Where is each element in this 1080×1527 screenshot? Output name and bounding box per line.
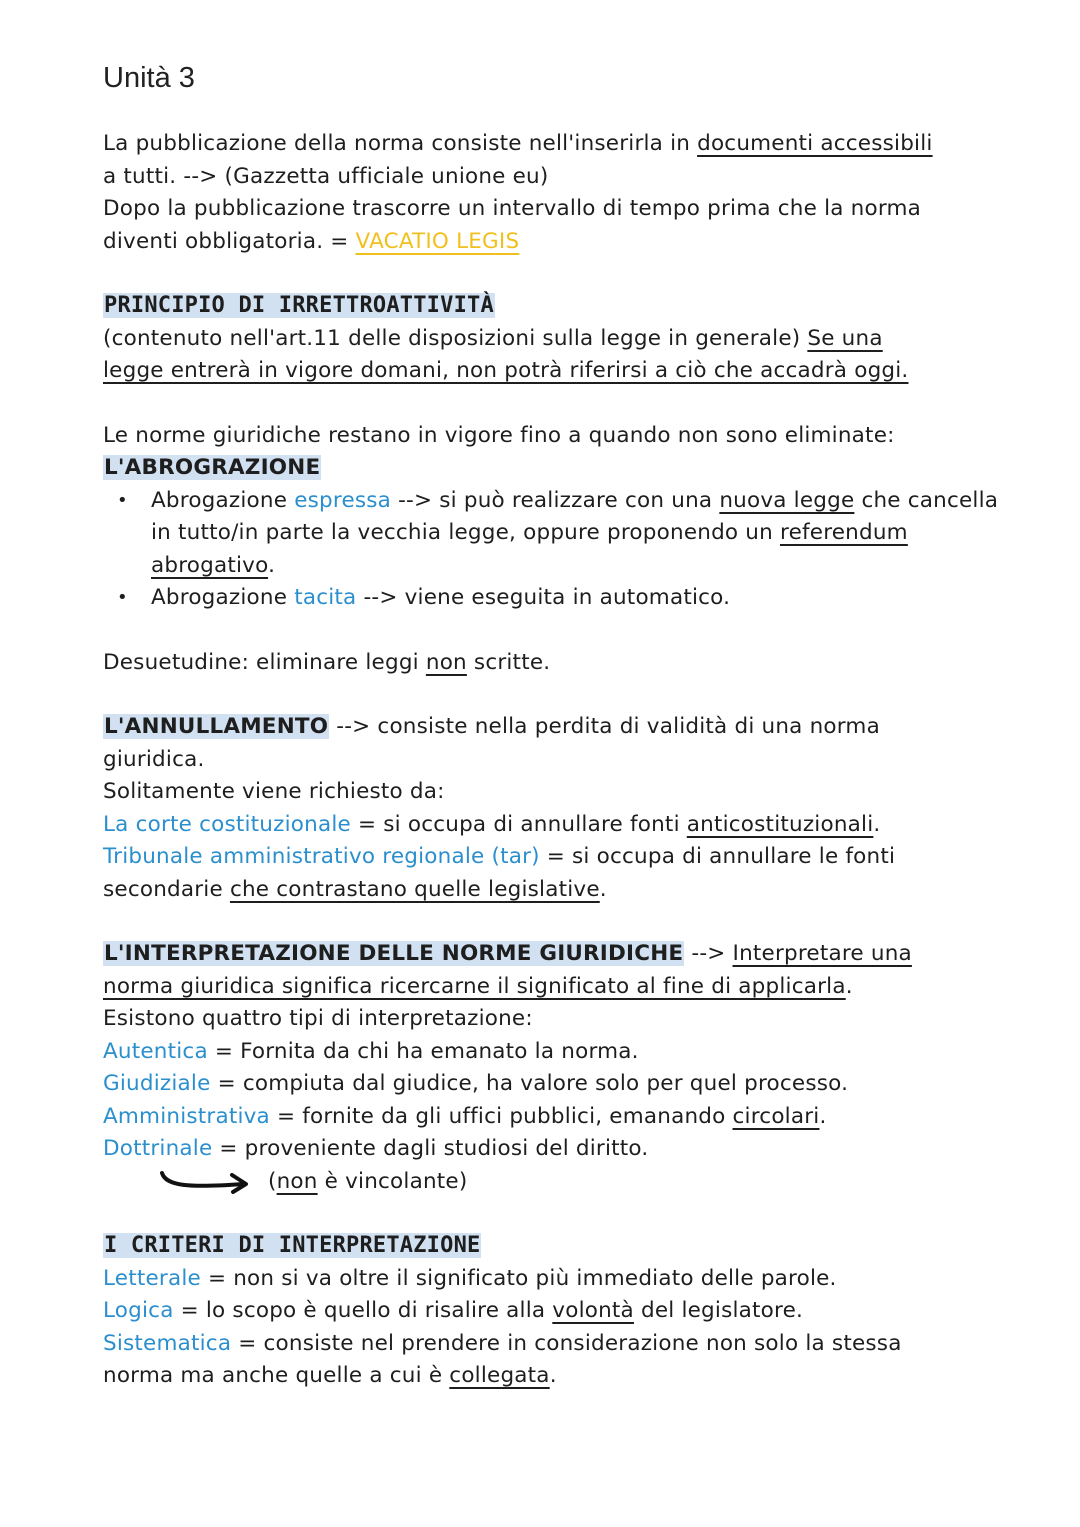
text-line: Dopo la pubblicazione trascorre un intervallo di tempo prima che la norma: [103, 196, 922, 221]
text-line: La pubblicazione della norma consiste nell'inserirla in documenti accessibili: [103, 131, 933, 156]
text-line: norma ma anche quelle a cui è collegata.: [103, 1363, 557, 1388]
bullet-list: [103, 485, 1003, 615]
section-heading: I CRITERI DI INTERPRETAZIONE: [104, 1233, 481, 1258]
text-line: Solitamente viene richiesto da:: [103, 779, 445, 804]
text-line: norma giuridica significa ricercarne il significato al fine di applicarla.: [103, 973, 853, 999]
section-publication: [103, 128, 1003, 258]
text-line: (non è vincolante): [103, 1166, 1003, 1199]
text-line: Sistematica = consiste nel prendere in considerazione non solo la stessa: [103, 1330, 902, 1356]
text-line: Amministrativa = fornite da gli uffici pubblici, emanando circolari.: [103, 1103, 827, 1129]
note-content: [103, 128, 1003, 1393]
section-interpretazione: [103, 938, 1003, 1198]
list-item: • Abrogazione espressa --> si può realizzare con una nuova legge che cancella in tutto/in parte la vecchia legge, oppure proponendo un referendum abrogativo.: [151, 485, 1003, 583]
section-annullamento: [103, 711, 1003, 906]
section-abrogazione: [103, 420, 1003, 615]
section-criteri: [103, 1230, 1003, 1393]
text-line: Logica = lo scopo è quello di risalire alla volontà del legislatore.: [103, 1298, 804, 1323]
text-line: secondarie che contrastano quelle legislative.: [103, 876, 607, 902]
section-irretroattivita: [103, 290, 1003, 388]
text-line: giuridica.: [103, 746, 205, 772]
text-line: Le norme giuridiche restano in vigore fino a quando non sono eliminate:: [103, 422, 895, 448]
page-title: Unità 3: [103, 62, 195, 94]
text-line: legge entrerà in vigore domani, non potrà riferirsi a ciò che accadrà oggi.: [103, 358, 909, 383]
curved-arrow-icon: [158, 1170, 253, 1196]
text-line: Esistono quattro tipi di interpretazione:: [103, 1006, 533, 1031]
section-heading: L'INTERPRETAZIONE DELLE NORME GIURIDICHE: [104, 941, 684, 966]
text-line: Tribunale amministrativo regionale (tar) = si occupa di annullare le fonti: [103, 844, 896, 869]
text-line: Giudiziale = compiuta dal giudice, ha valore solo per quel processo.: [103, 1071, 849, 1096]
text-line: Letterale = non si va oltre il significato più immediato delle parole.: [103, 1265, 837, 1291]
section-heading: PRINCIPIO DI IRRETTROATTIVITÀ: [104, 293, 494, 318]
section-heading: L'ANNULLAMENTO: [104, 714, 329, 739]
text-line: a tutti. --> (Gazzetta ufficiale unione eu): [103, 163, 549, 189]
text-line: La corte costituzionale = si occupa di annullare fonti anticostituzionali.: [103, 811, 881, 837]
vacatio-legis-term: VACATIO LEGIS: [355, 228, 520, 254]
text-line: L'ANNULLAMENTO --> consiste nella perdita di validità di una norma: [104, 714, 880, 739]
text-line: Autentica = Fornita da chi ha emanato la norma.: [103, 1038, 639, 1064]
text-line: L'INTERPRETAZIONE DELLE NORME GIURIDICHE --> Interpretare una: [104, 941, 912, 966]
text-line: diventi obbligatoria. = VACATIO LEGIS: [103, 228, 520, 254]
list-item: • Abrogazione tacita --> viene eseguita in automatico.: [151, 582, 1003, 615]
desuetudine-line: Desuetudine: eliminare leggi non scritte.: [103, 649, 551, 675]
section-heading: L'ABROGRAZIONE: [104, 455, 321, 480]
text-line: (contenuto nell'art.11 delle disposizioni sulla legge in generale) Se una: [103, 325, 883, 351]
text-line: Dottrinale = proveniente dagli studiosi del diritto.: [103, 1136, 649, 1161]
